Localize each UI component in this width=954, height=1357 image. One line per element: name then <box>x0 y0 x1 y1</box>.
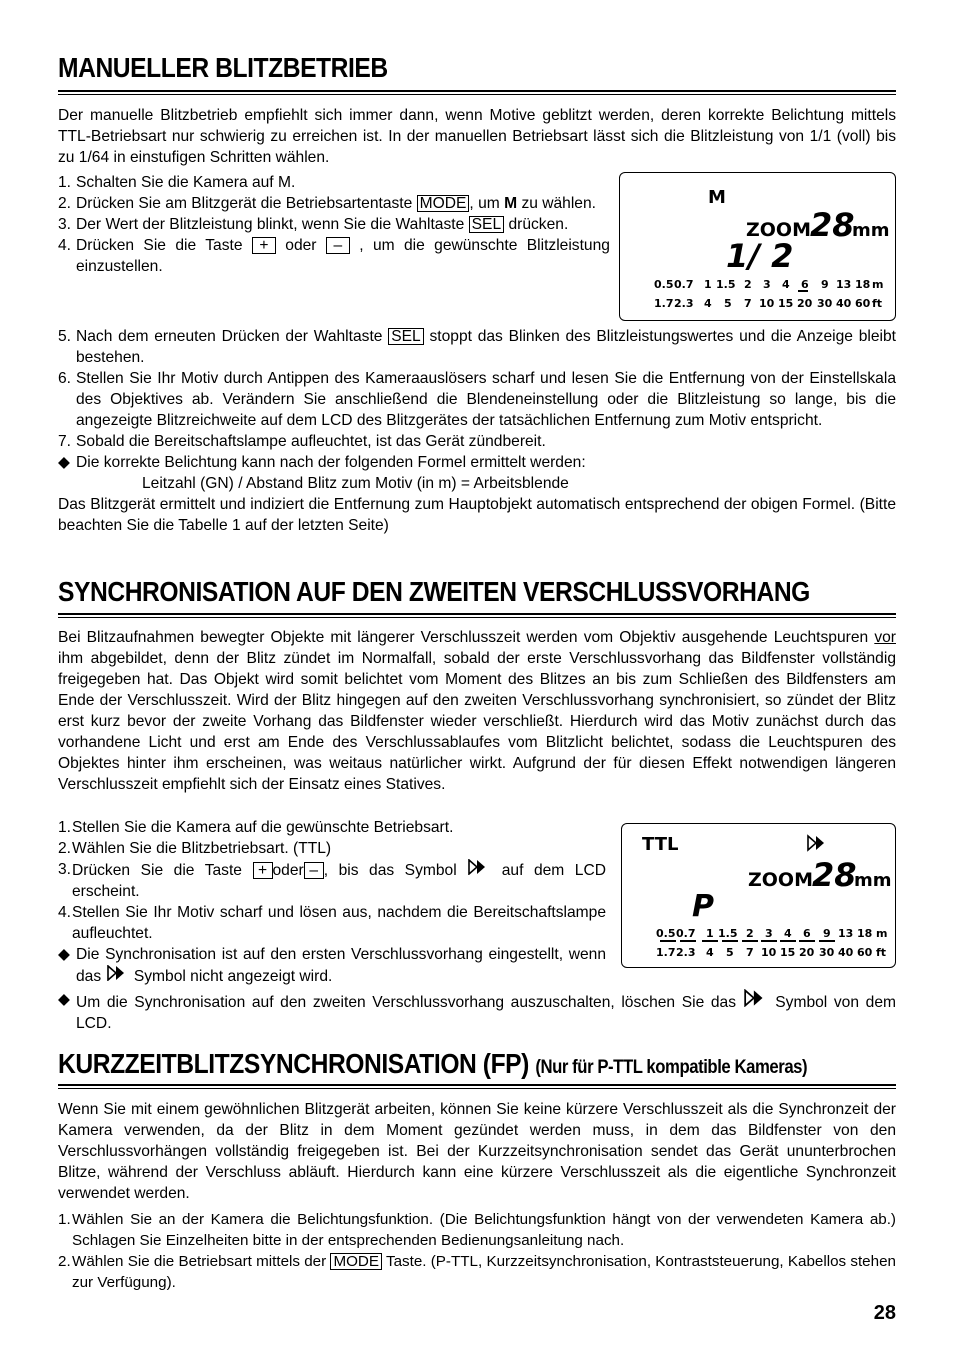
text-part: oder <box>285 237 317 254</box>
list-item <box>58 817 606 838</box>
lcd-mode: TTL <box>642 834 679 855</box>
lcd-ft-unit: ft <box>872 297 883 310</box>
minus-key-label: – <box>326 237 350 254</box>
text-part: Bei Blitzaufnahmen bewegter Objekte mit längerer Verschlusszeit werden vom Objektiv ausgehende Leuchtspuren <box>58 629 869 646</box>
title-rule <box>58 613 896 618</box>
lcd-scale-value: 7 <box>744 297 752 310</box>
lcd-scale-value: 40 <box>836 297 852 310</box>
lcd-m-scale <box>654 278 870 291</box>
lcd-scale-value: 3 <box>763 278 771 291</box>
bullet-icon: ◆ <box>58 454 70 471</box>
list-item <box>58 214 610 235</box>
item-text <box>72 1251 896 1293</box>
text-part: Um die Synchronisation auf den zweiten Verschlussvorhang auszuschalten, löschen Sie das <box>76 994 737 1011</box>
lcd-scale-value: 2 <box>744 278 752 291</box>
mode-key-label: MODE <box>330 1253 382 1270</box>
text-part: ihm abgebildet, denn der Blitz zündet im Normalfall, sobald der erste Verschlussvorhang das Bildfenster vollständig freigegeben hat. Das Objekt wird somit belichtet vom Moment des Blitzes an bis zum Schließen des Bildfensters am Ende der Verschlusszeit. Wird der Blitz hingegen auf den zweiten Verschlussvorhang synchronisiert, so zündet der Blitz erst kurz bevor der zweite Vorhang das Bildfenster wieder verschließt. Hierdurch wird das Motiv zunächst durch das vorhandene Licht und erst am Ende des Verschlussablaufes vom Blitzlicht belichtet, sodass die Leuchtspuren des Objektes hinter ihm erscheinen, was weitaus natürlicher wirkt. Aufgrund der für diesen Effekt notwendigen längeren Verschlusszeit empfiehlt sich der Einsatz eines Statives. <box>58 650 896 793</box>
item-text <box>76 989 896 1034</box>
lcd-svg <box>622 824 895 967</box>
lcd-scale-value: 4 <box>704 297 712 310</box>
lcd-scale-value: 30 <box>817 297 833 310</box>
lcd-scale-value: 9 <box>821 278 829 291</box>
lcd-m-scale <box>656 927 872 940</box>
formula: Leitzahl (GN) / Abstand Blitz zum Motiv (in m) = Arbeitsblende <box>142 475 569 492</box>
item-text: Die korrekte Belichtung kann nach der folgenden Formel ermittelt werden: <box>76 454 586 471</box>
lcd-display-manual <box>619 172 896 321</box>
lcd-m-unit: m <box>876 927 888 940</box>
lcd-zoom-unit: mm <box>852 220 890 241</box>
lcd-scale-value: 5 <box>724 297 732 310</box>
text-part: Der Wert der Blitzleistung blinkt, wenn Sie die Wahltaste <box>76 216 465 233</box>
lcd-scale-value: 1.7 <box>654 297 674 310</box>
lcd-zoom-value: 28 <box>810 206 855 244</box>
text-part: , bis das Symbol <box>323 862 457 879</box>
lcd-m-unit: m <box>872 278 884 291</box>
text-part: Wählen Sie die Betriebsart mittels der <box>72 1253 327 1270</box>
sel-key-label: SEL <box>469 216 504 233</box>
lcd-scale-value: 0.7 <box>676 927 696 940</box>
item-text <box>76 193 610 214</box>
item-text <box>72 859 606 902</box>
lcd-scale-value: 13 <box>836 278 852 291</box>
item-number: 2. <box>58 195 72 212</box>
item-number: 1. <box>58 1211 71 1228</box>
bullet-item <box>58 452 896 473</box>
lcd-scale-value: 4 <box>784 927 792 940</box>
list-item <box>58 1209 896 1251</box>
text-part: Nach dem erneuten Drücken der Wahltaste <box>76 328 383 345</box>
bullet-remove <box>58 989 896 1034</box>
lcd-scale-value: 2 <box>746 927 754 940</box>
lcd-scale-value: 60 <box>855 297 871 310</box>
lcd-p-indicator: P <box>692 889 714 924</box>
lcd-scale-value: 1.5 <box>718 927 738 940</box>
lcd-scale-value: 40 <box>838 946 854 959</box>
list-item <box>58 193 610 214</box>
lcd-scale-value: 10 <box>759 297 775 310</box>
lcd-scale-value: 15 <box>778 297 794 310</box>
lcd-scale-value: 9 <box>823 927 831 940</box>
item-text <box>76 235 610 277</box>
list-item <box>58 326 896 368</box>
lcd-scale-value: 7 <box>746 946 754 959</box>
rear-curtain-icon <box>743 989 769 1007</box>
lcd-ft-unit: ft <box>876 946 887 959</box>
section-2-title-wrap <box>58 576 896 608</box>
rear-curtain-icon <box>106 965 130 981</box>
list-item <box>58 902 606 944</box>
lcd-zoom-unit: mm <box>854 870 892 891</box>
lcd-scale-value: 3 <box>765 927 773 940</box>
lcd-scale-value: 15 <box>780 946 796 959</box>
item-number: 7. <box>58 433 72 450</box>
lcd-scale-value: 30 <box>819 946 835 959</box>
text-part: , um <box>469 195 500 212</box>
lcd-svg <box>620 173 895 320</box>
lcd-scale-value: 60 <box>857 946 873 959</box>
section-title-second-curtain: SYNCHRONISATION AUF DEN ZWEITEN VERSCHLUSSVORHANG <box>58 576 810 607</box>
lcd-scale-value: 13 <box>838 927 854 940</box>
list-item <box>58 368 896 431</box>
item-text: Stellen Sie Ihr Motiv durch Antippen des Kameraauslösers scharf und lesen Sie die Entfernung von der Einstellskala des Objektives ab. Verändern Sie anschließend die Blendeneinstellung oder die Blitzleistung so lange, bis die angezeigte Blitzreichweite auf dem LCD des Blitzgerätes der tatsächlichen Entfernung zum Motiv entspricht. <box>76 370 896 429</box>
lcd-scale-value: 20 <box>797 297 813 310</box>
lcd-scale-value: 4 <box>706 946 714 959</box>
bullet-item <box>58 989 896 1034</box>
text-part: Symbol von dem LCD. <box>76 994 896 1032</box>
item-number: 3. <box>58 216 72 233</box>
text-part: Die Synchronisation ist auf den ersten Verschlussvorhang eingestellt, wenn das <box>76 946 606 985</box>
item-number: 5. <box>58 328 72 345</box>
item-number: 3. <box>58 861 72 878</box>
lcd-scale-value: 1 <box>706 927 714 940</box>
item-text: Stellen Sie die Kamera auf die gewünschte Betriebsart. <box>72 819 454 836</box>
steps-list-1 <box>58 172 610 277</box>
text-part: drücken. <box>508 216 569 233</box>
lcd-scale-value: 10 <box>761 946 777 959</box>
list-item <box>58 172 610 193</box>
lcd-scale-value: 6 <box>803 927 811 940</box>
text-part: auf dem LCD erscheint. <box>72 862 606 900</box>
bullet-item <box>58 944 606 987</box>
mode-key-label: MODE <box>417 195 470 212</box>
item-number: 1. <box>58 819 72 836</box>
plus-key-label: + <box>252 237 276 254</box>
lcd-display-ttl <box>621 823 896 968</box>
text-part: Drücken Sie die Taste <box>76 237 243 254</box>
item-text <box>76 214 610 235</box>
minus-key-label: – <box>304 862 324 879</box>
title-subtitle: (Nur für P-TTL kompatible Kameras) <box>535 1057 808 1078</box>
lcd-scale-value: 5 <box>726 946 734 959</box>
lcd-scale-value: 2.3 <box>676 946 696 959</box>
lcd-scale-value: 4 <box>782 278 790 291</box>
steps-list-2 <box>58 817 606 987</box>
item-text <box>76 326 896 368</box>
text-part: Drücken Sie die Taste <box>72 862 242 879</box>
lcd-ft-scale <box>654 297 871 310</box>
list-item <box>58 235 610 277</box>
lcd-rear-curtain-icon <box>808 836 824 850</box>
lcd-scale-value: 18 <box>855 278 871 291</box>
section-title-high-speed-sync <box>58 1048 808 1080</box>
lcd-scale-value: 18 <box>857 927 873 940</box>
text-part: Symbol nicht angezeigt wird. <box>133 968 333 985</box>
lcd-scale-value: 2.3 <box>674 297 694 310</box>
item-number: 1. <box>58 174 72 191</box>
plus-key-label: + <box>253 862 273 879</box>
lcd-zoom-value: 28 <box>812 856 857 894</box>
item-text: Schalten Sie die Kamera auf M. <box>76 174 296 191</box>
title-rule <box>58 1084 896 1089</box>
item-number: 6. <box>58 370 72 387</box>
section-1-title-wrap <box>58 52 896 84</box>
page-number: 28 <box>873 1302 896 1324</box>
text-part: stoppt das Blinken des Blitzleistungswertes und die Anzeige bleibt bestehen. <box>76 328 896 366</box>
section-3-title-wrap <box>58 1048 896 1080</box>
title-rule <box>58 90 896 95</box>
list-item <box>58 1251 896 1293</box>
lcd-power-value: 1/ 2 <box>726 237 794 275</box>
text-part: zu wählen. <box>521 195 596 212</box>
bullet-icon: ◆ <box>58 991 70 1008</box>
sec3-intro: Wenn Sie mit einem gewöhnlichen Blitzgerät arbeiten, können Sie keine kürzere Verschlusszeit als die Synchronzeit der Kamera verwenden, da der Blitz in dem Moment gezündet werden muss, in dem das Bildfenster von den Verschlussvorhängen vollständig freigegeben ist. Bei der Kurzzeitsynchronisation sendet das Gerät ununterbrochen Blitze, während der Verschluss abläuft. Hierdurch kann eine kürzere Verschlusszeit als die eigentliche Synchronzeit verwendet werden. <box>58 1101 896 1202</box>
item-number: 2. <box>58 840 72 857</box>
lcd-zoom-label: ZOOM <box>748 869 813 891</box>
text-part: Taste. (P-TTL, Kurzzeitsynchronisation, Kontraststeuerung, Kabellos stehen zur Verfügung). <box>72 1253 896 1291</box>
sec2-intro <box>58 627 896 795</box>
lcd-ft-scale <box>656 946 873 959</box>
item-text: Wählen Sie an der Kamera die Belichtungsfunktion. (Die Belichtungsfunktion hängt von der verwendeten Kamera ab.) Schlagen Sie Einzelheiten bitte in der entsprechenden Bedienungsanleitung nach. <box>72 1211 896 1249</box>
steps-list-3 <box>58 1209 896 1293</box>
mode-m-label: M <box>504 195 518 212</box>
item-text: Sobald die Bereitschaftslampe aufleuchtet, ist das Gerät zündbereit. <box>76 433 546 450</box>
intro-paragraph: Der manuelle Blitzbetrieb empfiehlt sich immer dann, wenn Motive geblitzt werden, deren korrekte Belichtung mittels TTL-Betriebsart nur schwierig zu erreichen ist. In der manuellen Betriebsart lässt sich die Blitzleistung von 1/1 (voll) bis zu 1/64 in einstufigen Schritten wählen. <box>58 107 896 166</box>
lcd-scale-value: 0.5 <box>654 278 674 291</box>
item-text <box>76 944 606 987</box>
text-part: oder <box>272 862 304 879</box>
item-text: Stellen Sie Ihr Motiv scharf und lösen aus, nachdem die Bereitschaftslampe aufleuchtet. <box>72 904 606 942</box>
rear-curtain-icon <box>467 859 491 875</box>
item-number: 2. <box>58 1253 71 1270</box>
text-part: Drücken Sie am Blitzgerät die Betriebsartentaste <box>76 195 413 212</box>
lcd-scale-value: 1.7 <box>656 946 676 959</box>
list-item <box>58 838 606 859</box>
lcd-scale-value: 0.5 <box>656 927 676 940</box>
text-part: , um die gewünschte Blitzleistung einzustellen. <box>76 237 610 275</box>
underlined-word: vor <box>874 629 896 646</box>
outro-paragraph: Das Blitzgerät ermittelt und indiziert die Entfernung zum Hauptobjekt automatisch entsprechend der obigen Formel. (Bitte beachten Sie die Tabelle 1 auf der letzten Seite) <box>58 496 896 534</box>
bullet-icon: ◆ <box>58 946 70 963</box>
item-number: 4. <box>58 237 72 254</box>
list-item <box>58 859 606 902</box>
lcd-zoom-label: ZOOM <box>746 219 811 241</box>
lcd-scale-value: 1.5 <box>716 278 736 291</box>
steps-list-1b <box>58 326 896 536</box>
section-title-manual-flash: MANUELLER BLITZBETRIEB <box>58 52 388 83</box>
lcd-scale-value: 1 <box>704 278 712 291</box>
item-text: Wählen Sie die Blitzbetriebsart. (TTL) <box>72 840 332 857</box>
item-number: 4. <box>58 904 72 921</box>
title-text: KURZZEITBLITZSYNCHRONISATION (FP) <box>58 1048 529 1079</box>
list-item <box>58 431 896 452</box>
lcd-scale-value: 0.7 <box>674 278 694 291</box>
sel-key-label: SEL <box>388 328 423 345</box>
lcd-mode: M <box>708 187 726 208</box>
lcd-scale-value: 6 <box>801 278 809 291</box>
lcd-scale-value: 20 <box>799 946 815 959</box>
